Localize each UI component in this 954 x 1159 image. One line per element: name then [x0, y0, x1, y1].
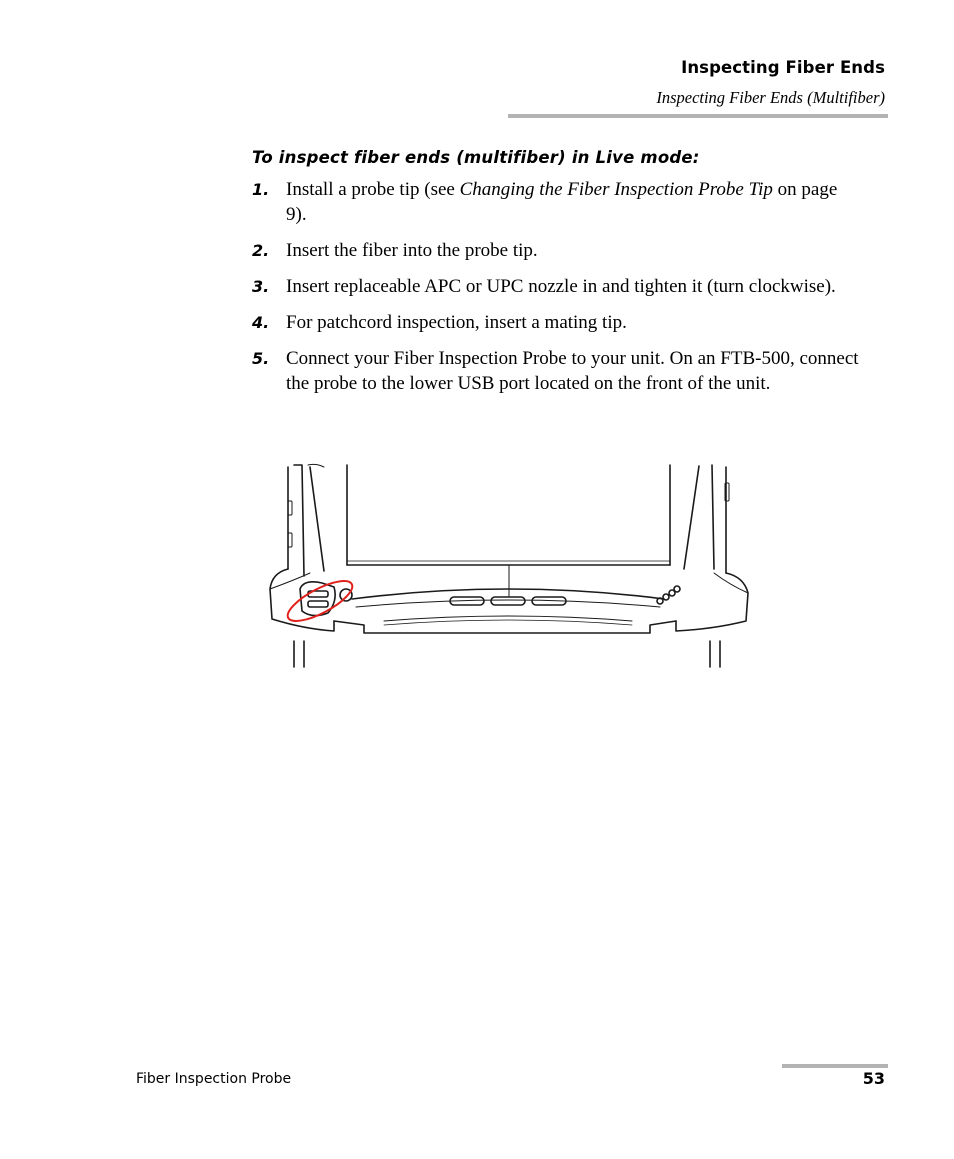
step-2 [252, 238, 862, 263]
step-text-pre: Install a probe tip (see [286, 179, 460, 200]
step-text [286, 177, 862, 227]
ftb-unit-illustration [264, 461, 754, 669]
step-number: 3. [252, 277, 270, 296]
step-number: 4. [252, 313, 270, 332]
step-text-post: on page 9). [286, 179, 838, 225]
step-text: Connect your Fiber Inspection Probe to your unit. On an FTB-500, connect the probe to the lower USB port located on the front of the unit. [286, 348, 859, 394]
running-header-subtitle: Inspecting Fiber Ends (Multifiber) [656, 88, 885, 107]
step-text: Insert replaceable APC or UPC nozzle in and tighten it (turn clockwise). [286, 276, 836, 297]
step-3 [252, 274, 862, 299]
step-4 [252, 310, 862, 335]
page-number: 53 [862, 1069, 885, 1088]
cross-reference: Changing the Fiber Inspection Probe Tip [459, 179, 773, 200]
procedure-steps [252, 177, 862, 407]
unit-outline [270, 464, 748, 667]
procedure-title: To inspect fiber ends (multifiber) in Live mode: [252, 148, 700, 167]
step-number: 2. [252, 241, 270, 260]
step-text: For patchcord inspection, insert a mating tip. [286, 312, 627, 333]
step-5 [252, 346, 862, 396]
step-number: 5. [252, 349, 270, 368]
step-text: Insert the fiber into the probe tip. [286, 240, 538, 261]
footer-manual-title: Fiber Inspection Probe [136, 1071, 292, 1087]
header-rule [508, 114, 888, 118]
running-header-title: Inspecting Fiber Ends [681, 58, 885, 77]
step-1 [252, 177, 862, 227]
step-number: 1. [252, 180, 270, 199]
footer-rule [782, 1064, 888, 1068]
